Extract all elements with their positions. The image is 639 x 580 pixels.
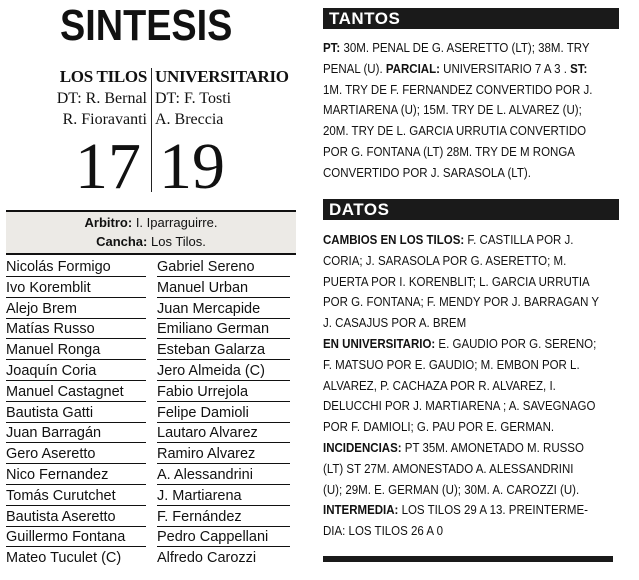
tantos-segment: CONVERTIDO POR J. SARASOLA (LT). xyxy=(323,165,531,180)
datos-segment: PUERTA POR I. KORENBLIT; L. GARCIA URRUTIA xyxy=(323,274,590,289)
datos-label: INCIDENCIAS: xyxy=(323,440,402,455)
datos-line xyxy=(323,313,615,334)
home-player: Alejo Brem xyxy=(6,300,146,319)
tantos-label: PARCIAL: xyxy=(385,61,440,76)
datos-line xyxy=(323,521,615,542)
match-officials-box xyxy=(6,210,296,255)
home-player: Bautista Gatti xyxy=(6,404,146,423)
tantos-label: ST: xyxy=(570,61,588,76)
datos-line xyxy=(323,459,615,480)
away-coach-1: DT: F. Tosti xyxy=(155,90,232,107)
away-player: Gabriel Sereno xyxy=(157,258,290,277)
lineup-table xyxy=(6,256,290,568)
lineup-row xyxy=(6,339,290,360)
lineup-row xyxy=(6,256,290,277)
datos-line xyxy=(323,251,615,272)
lineup-row xyxy=(6,506,290,527)
score-divider xyxy=(151,68,152,192)
away-player: A. Alessandrini xyxy=(157,466,290,485)
datos-line xyxy=(323,355,615,376)
synthesis-panel xyxy=(0,0,300,580)
details-panel xyxy=(323,0,615,580)
away-player: Lautaro Alvarez xyxy=(157,424,290,443)
datos-label: CAMBIOS EN LOS TILOS: xyxy=(323,233,465,247)
home-player: Nico Fernandez xyxy=(6,466,146,485)
datos-line xyxy=(323,417,615,438)
tantos-line xyxy=(323,100,615,121)
away-player: Alfredo Carozzi xyxy=(157,550,257,567)
tantos-line xyxy=(323,80,615,101)
tantos-line xyxy=(323,142,615,163)
home-player: Matías Russo xyxy=(6,320,146,339)
referee-value: I. Iparraguirre. xyxy=(132,215,218,230)
datos-segment: F. CASTILLA POR J. xyxy=(464,233,574,247)
tantos-label: PT: xyxy=(323,41,341,55)
tantos-line xyxy=(323,163,615,184)
venue-line xyxy=(6,232,296,251)
tantos-segment: POR G. FONTANA (LT) 28M. TRY DE M RONGA xyxy=(323,144,575,159)
datos-line xyxy=(323,438,615,459)
home-coach-2: R. Fioravanti xyxy=(62,111,147,128)
lineup-row xyxy=(6,485,290,506)
datos-segment: DELUCCHI POR J. MARTIARENA ; A. SAVEGNAGO xyxy=(323,399,596,414)
datos-segment: POR G. FONTANA; F. MENDY POR J. BARRAGAN Y xyxy=(323,295,600,310)
referee-line xyxy=(6,213,296,232)
away-team-block xyxy=(155,66,305,203)
home-player: Gero Aseretto xyxy=(6,445,146,464)
home-player: Joaquín Coria xyxy=(6,362,146,381)
tantos-segment: 1M. TRY DE F. FERNANDEZ CONVERTIDO POR J. xyxy=(323,82,593,97)
tantos-text xyxy=(323,38,615,184)
home-player: Manuel Ronga xyxy=(6,341,146,360)
datos-line xyxy=(323,376,615,397)
datos-label: EN UNIVERSITARIO: xyxy=(323,336,436,351)
lineup-row xyxy=(6,360,290,381)
datos-line xyxy=(323,480,615,501)
away-team-name: UNIVERSITARIO xyxy=(155,67,289,86)
lineup-row xyxy=(6,422,290,443)
away-player: Esteban Galarza xyxy=(157,341,290,360)
away-coach-2: A. Breccia xyxy=(155,111,224,128)
venue-value: Los Tilos. xyxy=(147,234,206,249)
datos-segment: (LT) ST 27M. AMONESTADO A. ALESSANDRINI xyxy=(323,461,574,476)
away-player: Jero Almeida (C) xyxy=(157,362,290,381)
tantos-heading: TANTOS xyxy=(323,8,619,29)
away-player: Emiliano German xyxy=(157,320,290,339)
home-player: Guillermo Fontana xyxy=(6,528,146,547)
away-player: Ramiro Alvarez xyxy=(157,445,290,464)
home-player: Nicolás Formigo xyxy=(6,258,146,277)
tantos-segment: 30M. PENAL DE G. ASERETTO (LT); 38M. TRY xyxy=(340,41,590,55)
away-player: Fabio Urrejola xyxy=(157,383,290,402)
datos-line xyxy=(323,500,615,521)
tantos-segment: UNIVERSITARIO 7 A 3 . xyxy=(439,61,571,76)
datos-line xyxy=(323,230,615,251)
datos-segment: ALVAREZ, P. CACHAZA POR R. ALVAREZ, I. xyxy=(323,378,556,393)
lineup-row xyxy=(6,298,290,319)
datos-segment: CORIA; J. SARASOLA POR G. ASERETTO; M. xyxy=(323,253,567,268)
datos-line xyxy=(323,272,615,293)
lineup-row xyxy=(6,526,290,547)
tantos-segment: MARTIARENA (U); 15M. TRY DE L. ALVAREZ (U); xyxy=(323,103,582,118)
lineup-row xyxy=(6,318,290,339)
away-player: Juan Mercapide xyxy=(157,300,290,319)
datos-line xyxy=(323,292,615,313)
home-team-name: LOS TILOS xyxy=(59,67,147,86)
tantos-line xyxy=(323,38,615,59)
datos-text xyxy=(323,230,615,542)
datos-line xyxy=(323,334,615,355)
lineup-row xyxy=(6,381,290,402)
bottom-rule xyxy=(323,556,613,562)
datos-segment: F. MATSUO POR E. GAUDIO; M. EMBON POR L. xyxy=(323,357,580,372)
lineup-row xyxy=(6,402,290,423)
home-player: Manuel Castagnet xyxy=(6,383,146,402)
tantos-line xyxy=(323,121,615,142)
away-player: Felipe Damioli xyxy=(157,404,290,423)
datos-segment: (U); 29M. E. GERMAN (U); 30M. A. CAROZZI (U). xyxy=(323,482,580,497)
datos-heading: DATOS xyxy=(323,199,619,220)
tantos-segment: PENAL (U). xyxy=(323,61,386,76)
datos-segment: POR F. DAMIOLI; G. PAU POR E. GERMAN. xyxy=(323,420,555,435)
lineup-row xyxy=(6,277,290,298)
home-player: Ivo Koremblit xyxy=(6,279,146,298)
lineup-row xyxy=(6,464,290,485)
datos-segment: J. CASAJUS POR A. BREM xyxy=(323,316,467,331)
tantos-line xyxy=(323,59,615,80)
lineup-row xyxy=(6,547,290,568)
home-player: Mateo Tuculet (C) xyxy=(6,550,122,567)
away-player: Pedro Cappellani xyxy=(157,528,290,547)
home-team-block xyxy=(0,66,147,203)
datos-label: INTERMEDIA: xyxy=(323,503,399,518)
datos-segment: DIA: LOS TILOS 26 A 0 xyxy=(323,524,443,539)
away-score: 19 xyxy=(159,130,225,203)
home-score: 17 xyxy=(75,130,141,203)
home-player: Bautista Aseretto xyxy=(6,508,146,527)
away-player: J. Martiarena xyxy=(157,487,290,506)
home-player: Juan Barragán xyxy=(6,424,146,443)
venue-label: Cancha: xyxy=(96,234,148,249)
away-player: F. Fernández xyxy=(157,508,290,527)
referee-label: Arbitro: xyxy=(84,215,133,230)
away-player: Manuel Urban xyxy=(157,279,290,298)
tantos-segment: 20M. TRY DE L. GARCIA URRUTIA CONVERTIDO xyxy=(323,124,587,139)
home-coach-1: DT: R. Bernal xyxy=(56,90,147,107)
datos-line xyxy=(323,396,615,417)
datos-segment: LOS TILOS 29 A 13. PREINTERME- xyxy=(398,503,589,518)
datos-segment: PT 35M. AMONETADO M. RUSSO xyxy=(401,440,584,455)
page-title: SINTESIS xyxy=(60,1,233,50)
home-player: Tomás Curutchet xyxy=(6,487,146,506)
datos-segment: E. GAUDIO POR G. SERENO; xyxy=(435,336,597,351)
lineup-row xyxy=(6,443,290,464)
